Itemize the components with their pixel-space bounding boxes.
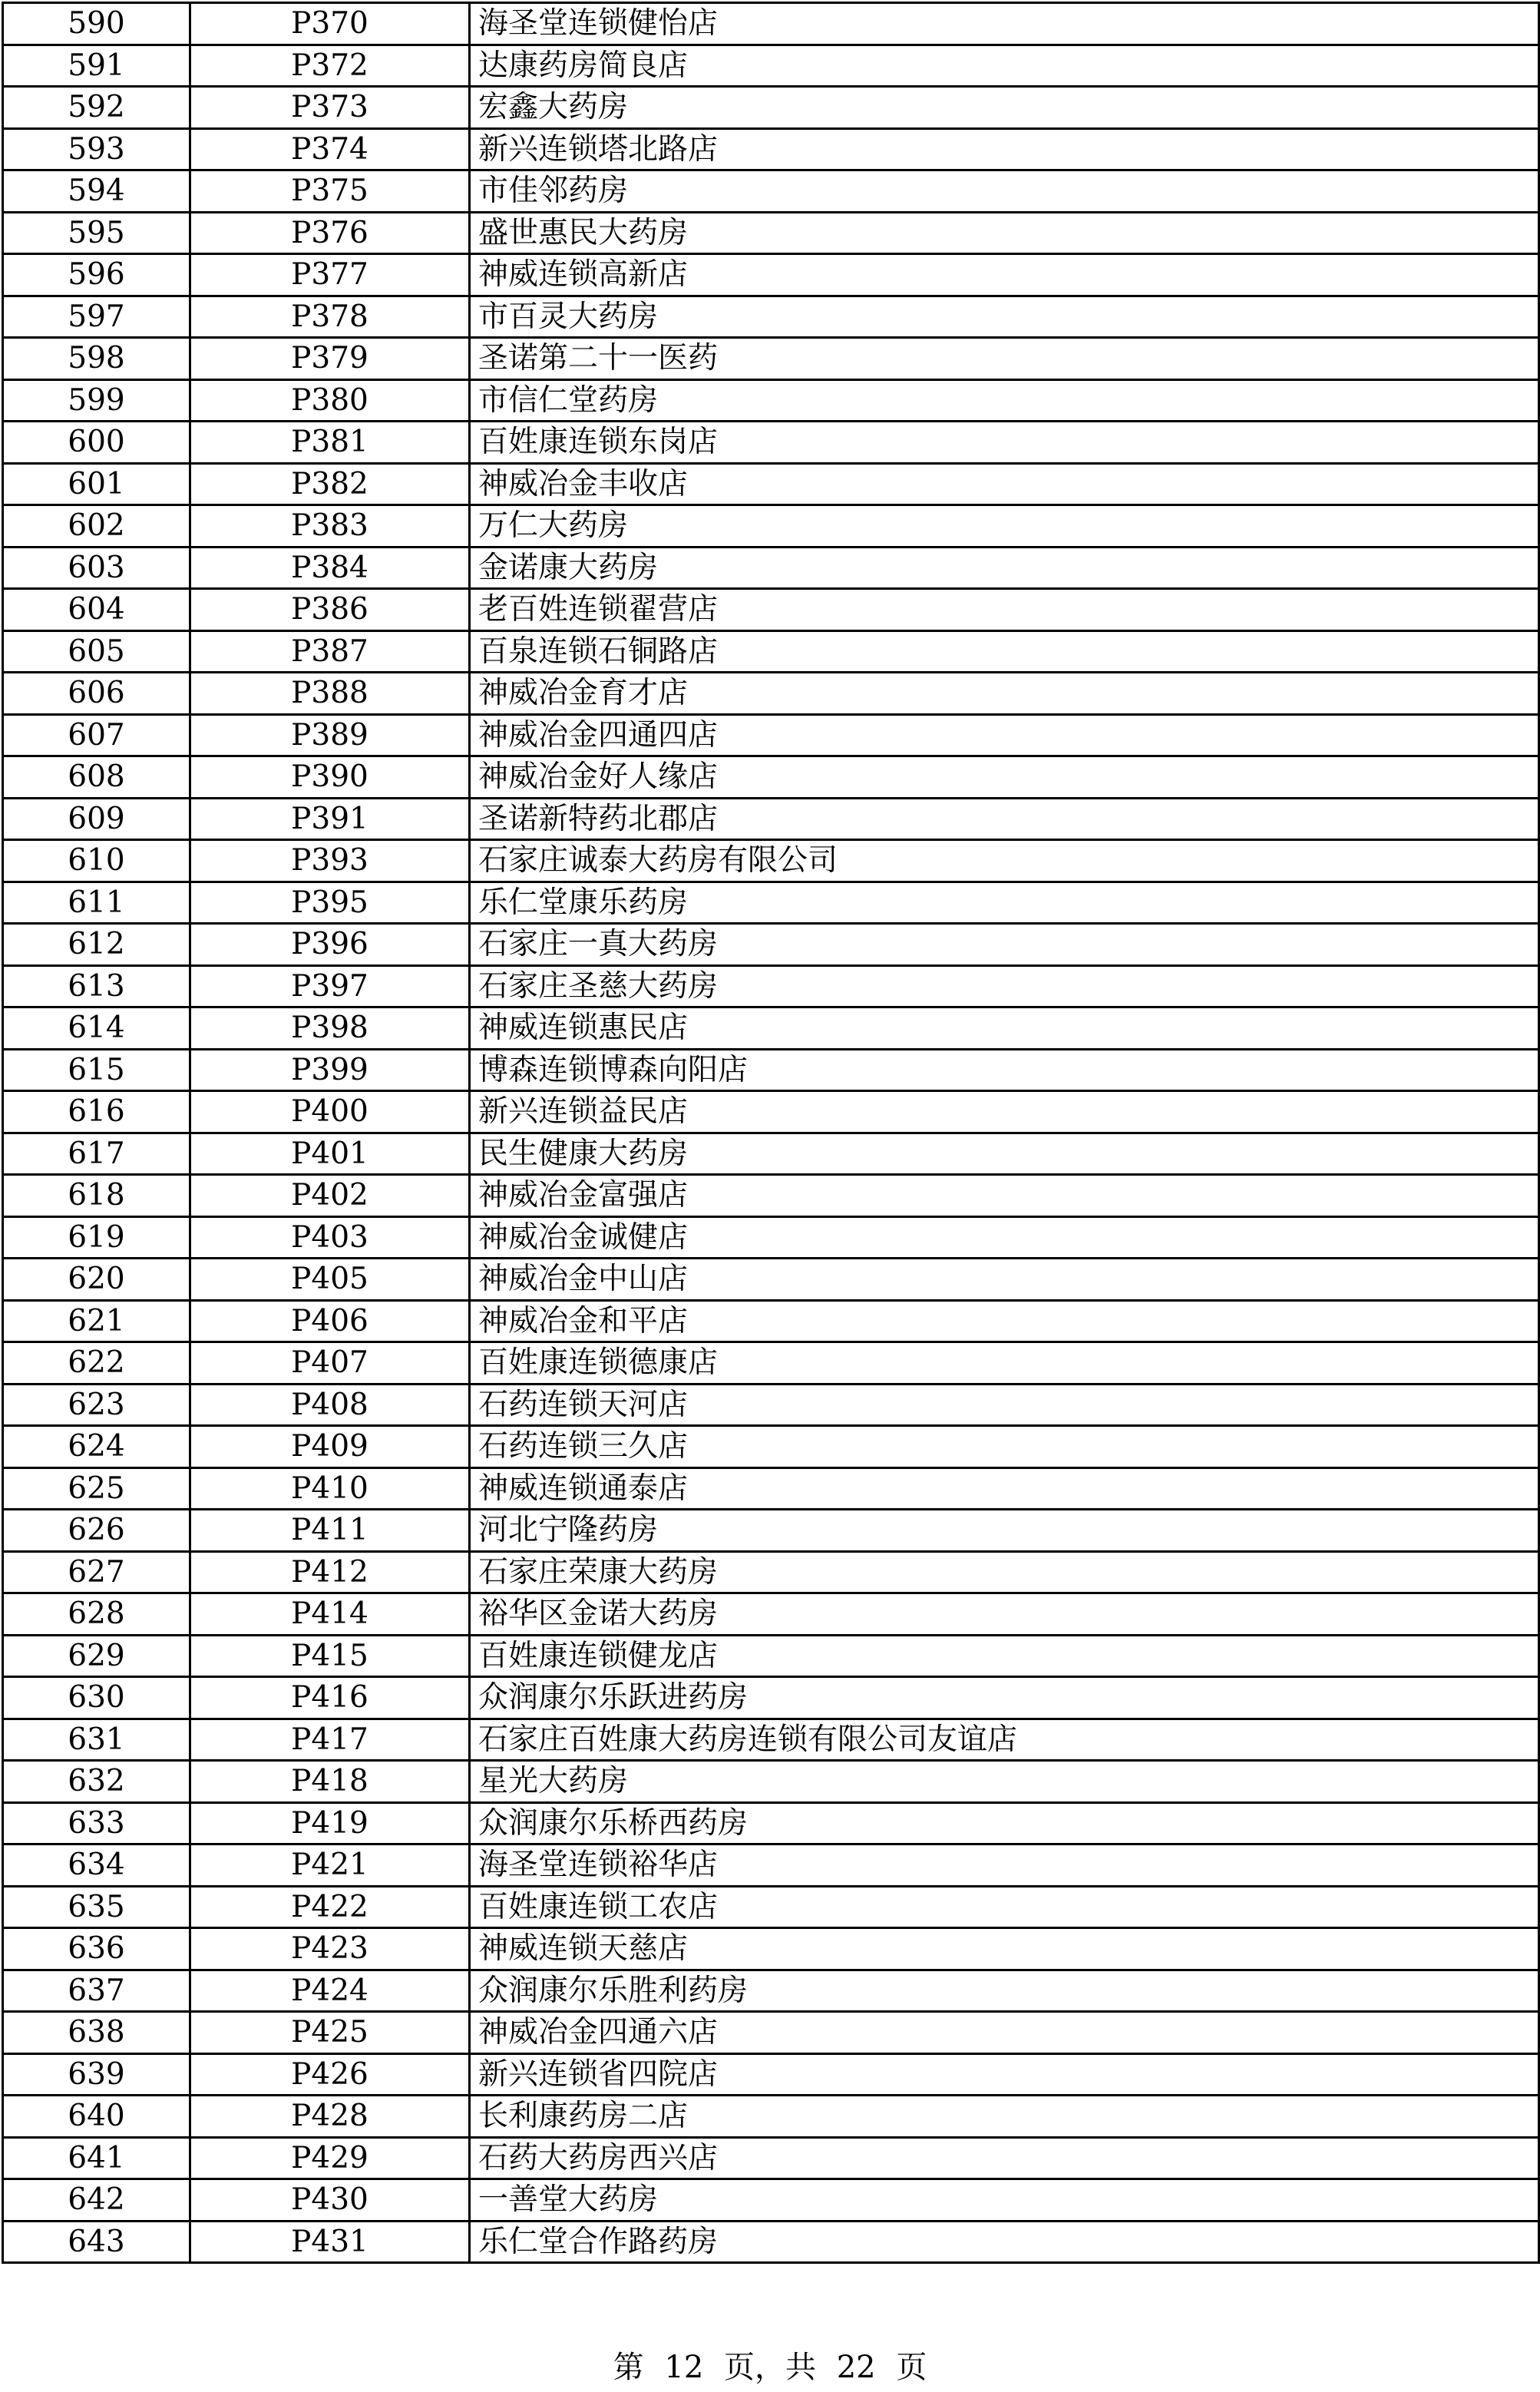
store-name: 达康药房简良店 xyxy=(470,45,1539,87)
row-number: 613 xyxy=(3,965,190,1007)
store-name: 神威连锁高新店 xyxy=(470,254,1539,296)
table-row xyxy=(3,2179,1539,2222)
footer-mid: 页，共 xyxy=(724,2350,816,2385)
store-name: 众润康尔乐胜利药房 xyxy=(470,1970,1539,2012)
store-code: P406 xyxy=(190,1300,470,1342)
row-number: 627 xyxy=(3,1551,190,1593)
store-code: P425 xyxy=(190,2012,470,2054)
row-number: 591 xyxy=(3,45,190,87)
store-code: P431 xyxy=(190,2221,470,2263)
row-number: 632 xyxy=(3,1761,190,1803)
store-code: P379 xyxy=(190,338,470,380)
table-row xyxy=(3,1426,1539,1468)
store-name: 石家庄圣慈大药房 xyxy=(470,965,1539,1007)
footer-current-page: 12 xyxy=(664,2350,704,2385)
store-name: 神威冶金四通六店 xyxy=(470,2012,1539,2054)
table-row xyxy=(3,1133,1539,1175)
table-row xyxy=(3,1886,1539,1928)
store-name: 民生健康大药房 xyxy=(470,1133,1539,1175)
store-name: 石药大药房西兴店 xyxy=(470,2137,1539,2179)
store-name: 神威冶金育才店 xyxy=(470,673,1539,715)
store-name: 神威连锁天慈店 xyxy=(470,1928,1539,1970)
row-number: 640 xyxy=(3,2096,190,2138)
store-code: P414 xyxy=(190,1593,470,1636)
table-row xyxy=(3,45,1539,87)
table-row xyxy=(3,379,1539,422)
table-row xyxy=(3,1049,1539,1091)
row-number: 620 xyxy=(3,1259,190,1301)
row-number: 595 xyxy=(3,212,190,254)
store-name: 石家庄诚泰大药房有限公司 xyxy=(470,840,1539,882)
store-name: 石药连锁三久店 xyxy=(470,1426,1539,1468)
store-name: 河北宁隆药房 xyxy=(470,1510,1539,1552)
table-row xyxy=(3,1761,1539,1803)
store-code: P399 xyxy=(190,1049,470,1091)
store-code: P411 xyxy=(190,1510,470,1552)
row-number: 596 xyxy=(3,254,190,296)
row-number: 603 xyxy=(3,547,190,589)
table-row xyxy=(3,924,1539,966)
row-number: 642 xyxy=(3,2179,190,2222)
row-number: 594 xyxy=(3,170,190,213)
table-row xyxy=(3,798,1539,840)
row-number: 623 xyxy=(3,1384,190,1426)
footer-suffix: 页 xyxy=(896,2350,927,2385)
store-code: P372 xyxy=(190,45,470,87)
row-number: 631 xyxy=(3,1719,190,1761)
store-name: 神威冶金诚健店 xyxy=(470,1216,1539,1259)
store-name: 乐仁堂康乐药房 xyxy=(470,882,1539,924)
table-row xyxy=(3,714,1539,756)
store-name: 神威冶金富强店 xyxy=(470,1175,1539,1217)
store-name: 星光大药房 xyxy=(470,1761,1539,1803)
table-row xyxy=(3,87,1539,129)
store-name: 百姓康连锁健龙店 xyxy=(470,1635,1539,1677)
store-name: 市信仁堂药房 xyxy=(470,379,1539,422)
store-code: P400 xyxy=(190,1091,470,1133)
store-name: 宏鑫大药房 xyxy=(470,87,1539,129)
row-number: 608 xyxy=(3,756,190,799)
table-row xyxy=(3,547,1539,589)
row-number: 638 xyxy=(3,2012,190,2054)
row-number: 633 xyxy=(3,1802,190,1844)
store-name: 神威冶金丰收店 xyxy=(470,463,1539,505)
store-code: P374 xyxy=(190,128,470,170)
store-code: P421 xyxy=(190,1844,470,1887)
store-code: P395 xyxy=(190,882,470,924)
store-code: P381 xyxy=(190,422,470,464)
store-code: P422 xyxy=(190,1886,470,1928)
store-code: P408 xyxy=(190,1384,470,1426)
store-code: P390 xyxy=(190,756,470,799)
table-row xyxy=(3,2221,1539,2263)
store-code: P387 xyxy=(190,630,470,673)
row-number: 612 xyxy=(3,924,190,966)
store-code: P415 xyxy=(190,1635,470,1677)
row-number: 637 xyxy=(3,1970,190,2012)
row-number: 593 xyxy=(3,128,190,170)
table-row xyxy=(3,212,1539,254)
row-number: 602 xyxy=(3,505,190,548)
store-code: P383 xyxy=(190,505,470,548)
page-footer xyxy=(0,2348,1540,2387)
store-name: 石家庄一真大药房 xyxy=(470,924,1539,966)
row-number: 629 xyxy=(3,1635,190,1677)
table-row xyxy=(3,1342,1539,1385)
table-row xyxy=(3,1844,1539,1887)
store-code: P370 xyxy=(190,3,470,45)
store-name: 神威冶金好人缘店 xyxy=(470,756,1539,799)
store-name: 圣诺第二十一医药 xyxy=(470,338,1539,380)
footer-total-pages: 22 xyxy=(836,2350,876,2385)
table-row xyxy=(3,463,1539,505)
store-name: 博森连锁博森向阳店 xyxy=(470,1049,1539,1091)
store-code: P398 xyxy=(190,1007,470,1050)
table-row xyxy=(3,589,1539,631)
row-number: 643 xyxy=(3,2221,190,2263)
row-number: 590 xyxy=(3,3,190,45)
store-code: P405 xyxy=(190,1259,470,1301)
row-number: 634 xyxy=(3,1844,190,1887)
store-code: P382 xyxy=(190,463,470,505)
row-number: 615 xyxy=(3,1049,190,1091)
store-code: P418 xyxy=(190,1761,470,1803)
table-row xyxy=(3,1510,1539,1552)
row-number: 599 xyxy=(3,379,190,422)
store-name: 一善堂大药房 xyxy=(470,2179,1539,2222)
table-row xyxy=(3,170,1539,213)
table-row xyxy=(3,1719,1539,1761)
store-name: 石药连锁天河店 xyxy=(470,1384,1539,1426)
row-number: 626 xyxy=(3,1510,190,1552)
table-row xyxy=(3,1216,1539,1259)
row-number: 619 xyxy=(3,1216,190,1259)
row-number: 610 xyxy=(3,840,190,882)
footer-prefix: 第 xyxy=(613,2350,644,2385)
table-row xyxy=(3,1970,1539,2012)
row-number: 618 xyxy=(3,1175,190,1217)
table-row xyxy=(3,2137,1539,2179)
store-code: P401 xyxy=(190,1133,470,1175)
store-name: 新兴连锁益民店 xyxy=(470,1091,1539,1133)
store-name: 神威冶金和平店 xyxy=(470,1300,1539,1342)
store-code: P409 xyxy=(190,1426,470,1468)
store-code: P430 xyxy=(190,2179,470,2222)
store-name: 圣诺新特药北郡店 xyxy=(470,798,1539,840)
store-name: 众润康尔乐跃进药房 xyxy=(470,1677,1539,1719)
table-row xyxy=(3,1467,1539,1510)
store-name: 海圣堂连锁裕华店 xyxy=(470,1844,1539,1887)
row-number: 621 xyxy=(3,1300,190,1342)
store-code: P426 xyxy=(190,2053,470,2096)
table-row xyxy=(3,505,1539,548)
table-row xyxy=(3,1007,1539,1050)
store-name: 市佳邻药房 xyxy=(470,170,1539,213)
store-code: P412 xyxy=(190,1551,470,1593)
store-code: P428 xyxy=(190,2096,470,2138)
table-row xyxy=(3,422,1539,464)
store-name: 盛世惠民大药房 xyxy=(470,212,1539,254)
row-number: 606 xyxy=(3,673,190,715)
row-number: 601 xyxy=(3,463,190,505)
row-number: 604 xyxy=(3,589,190,631)
table-row xyxy=(3,2053,1539,2096)
store-name: 百姓康连锁德康店 xyxy=(470,1342,1539,1385)
table-row xyxy=(3,965,1539,1007)
store-code: P380 xyxy=(190,379,470,422)
store-code: P402 xyxy=(190,1175,470,1217)
store-name: 众润康尔乐桥西药房 xyxy=(470,1802,1539,1844)
store-name: 百泉连锁石铜路店 xyxy=(470,630,1539,673)
row-number: 616 xyxy=(3,1091,190,1133)
store-list-table xyxy=(2,2,1540,2264)
store-name: 新兴连锁省四院店 xyxy=(470,2053,1539,2096)
store-code: P416 xyxy=(190,1677,470,1719)
row-number: 624 xyxy=(3,1426,190,1468)
table-row xyxy=(3,1384,1539,1426)
table-row xyxy=(3,1928,1539,1970)
row-number: 628 xyxy=(3,1593,190,1636)
store-code: P423 xyxy=(190,1928,470,1970)
row-number: 630 xyxy=(3,1677,190,1719)
row-number: 611 xyxy=(3,882,190,924)
table-row xyxy=(3,840,1539,882)
store-name: 新兴连锁塔北路店 xyxy=(470,128,1539,170)
store-name: 神威冶金四通四店 xyxy=(470,714,1539,756)
store-name: 万仁大药房 xyxy=(470,505,1539,548)
store-code: P378 xyxy=(190,296,470,338)
store-name: 裕华区金诺大药房 xyxy=(470,1593,1539,1636)
table-row xyxy=(3,2096,1539,2138)
row-number: 639 xyxy=(3,2053,190,2096)
store-code: P384 xyxy=(190,547,470,589)
store-code: P389 xyxy=(190,714,470,756)
store-code: P373 xyxy=(190,87,470,129)
table-row xyxy=(3,2012,1539,2054)
store-name: 神威连锁通泰店 xyxy=(470,1467,1539,1510)
table-row xyxy=(3,1802,1539,1844)
store-name: 石家庄百姓康大药房连锁有限公司友谊店 xyxy=(470,1719,1539,1761)
table-row xyxy=(3,128,1539,170)
store-name: 老百姓连锁翟营店 xyxy=(470,589,1539,631)
row-number: 609 xyxy=(3,798,190,840)
store-code: P388 xyxy=(190,673,470,715)
store-code: P429 xyxy=(190,2137,470,2179)
store-name: 金诺康大药房 xyxy=(470,547,1539,589)
table-row xyxy=(3,1593,1539,1636)
table-row xyxy=(3,673,1539,715)
table-row xyxy=(3,1259,1539,1301)
store-name: 长利康药房二店 xyxy=(470,2096,1539,2138)
row-number: 607 xyxy=(3,714,190,756)
store-name: 石家庄荣康大药房 xyxy=(470,1551,1539,1593)
store-name: 百姓康连锁东岗店 xyxy=(470,422,1539,464)
store-code: P375 xyxy=(190,170,470,213)
store-name: 百姓康连锁工农店 xyxy=(470,1886,1539,1928)
row-number: 641 xyxy=(3,2137,190,2179)
store-name: 神威冶金中山店 xyxy=(470,1259,1539,1301)
table-row xyxy=(3,1635,1539,1677)
store-code: P377 xyxy=(190,254,470,296)
table-row xyxy=(3,630,1539,673)
table-row xyxy=(3,1091,1539,1133)
store-name: 神威连锁惠民店 xyxy=(470,1007,1539,1050)
row-number: 614 xyxy=(3,1007,190,1050)
table-row xyxy=(3,756,1539,799)
row-number: 622 xyxy=(3,1342,190,1385)
row-number: 605 xyxy=(3,630,190,673)
table-row xyxy=(3,3,1539,45)
table-row xyxy=(3,1300,1539,1342)
table-row xyxy=(3,254,1539,296)
store-name: 乐仁堂合作路药房 xyxy=(470,2221,1539,2263)
row-number: 617 xyxy=(3,1133,190,1175)
table-row xyxy=(3,1175,1539,1217)
store-name: 市百灵大药房 xyxy=(470,296,1539,338)
store-code: P407 xyxy=(190,1342,470,1385)
store-code: P403 xyxy=(190,1216,470,1259)
table-body xyxy=(3,3,1539,2263)
row-number: 598 xyxy=(3,338,190,380)
row-number: 597 xyxy=(3,296,190,338)
store-name: 海圣堂连锁健怡店 xyxy=(470,3,1539,45)
store-code: P376 xyxy=(190,212,470,254)
table-row xyxy=(3,1551,1539,1593)
row-number: 600 xyxy=(3,422,190,464)
row-number: 636 xyxy=(3,1928,190,1970)
store-code: P386 xyxy=(190,589,470,631)
store-code: P410 xyxy=(190,1467,470,1510)
store-code: P397 xyxy=(190,965,470,1007)
table-row xyxy=(3,338,1539,380)
table-row xyxy=(3,1677,1539,1719)
store-code: P419 xyxy=(190,1802,470,1844)
table-row xyxy=(3,296,1539,338)
row-number: 625 xyxy=(3,1467,190,1510)
store-code: P424 xyxy=(190,1970,470,2012)
store-code: P391 xyxy=(190,798,470,840)
store-code: P417 xyxy=(190,1719,470,1761)
row-number: 635 xyxy=(3,1886,190,1928)
store-code: P396 xyxy=(190,924,470,966)
row-number: 592 xyxy=(3,87,190,129)
store-code: P393 xyxy=(190,840,470,882)
table-row xyxy=(3,882,1539,924)
